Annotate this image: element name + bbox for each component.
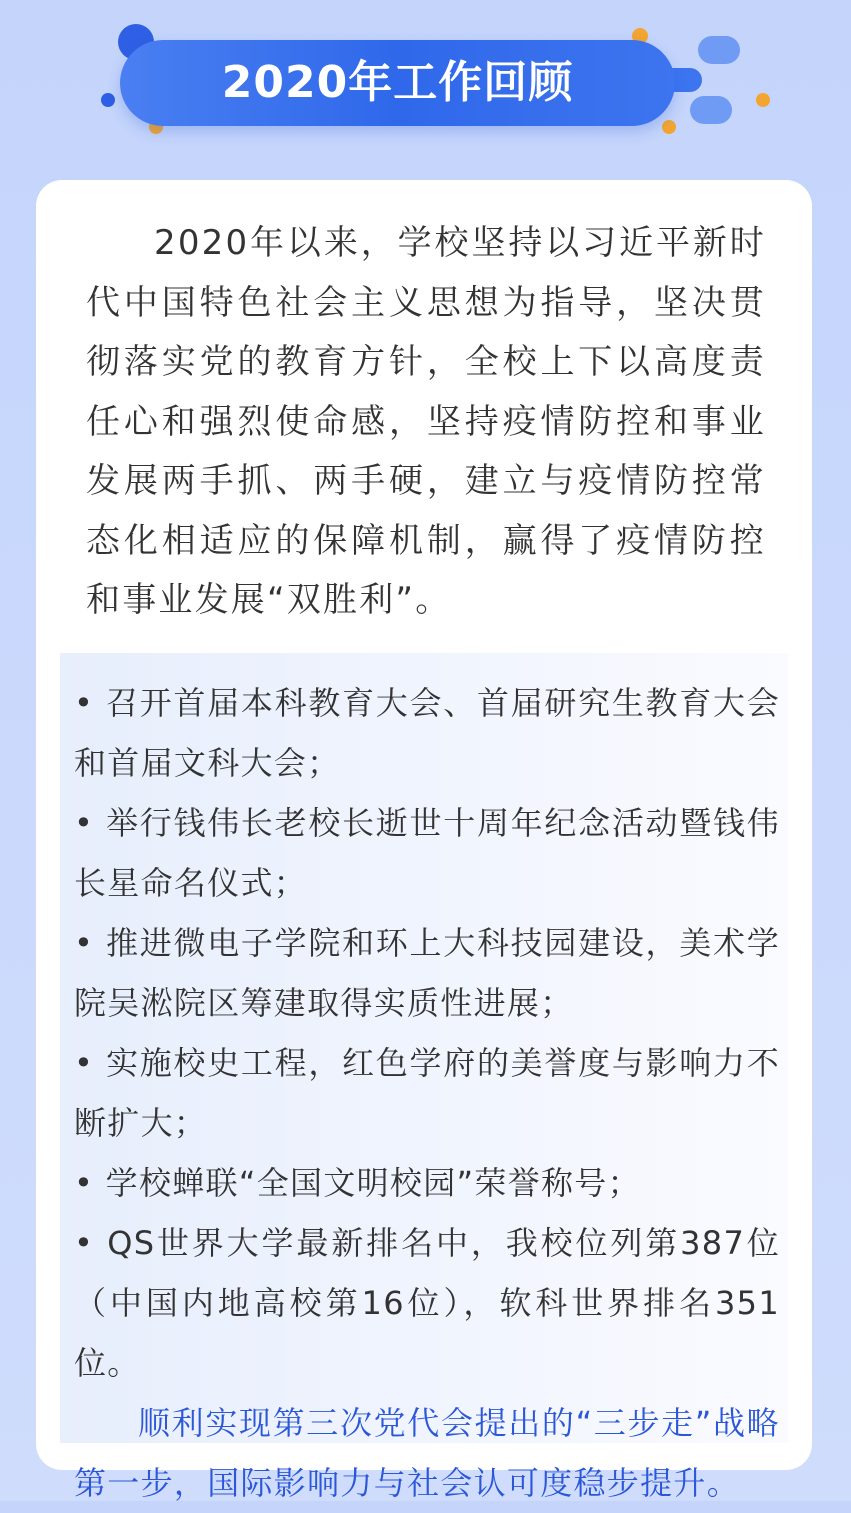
- list-item: • 实施校史工程，红色学府的美誉度与影响力不断扩大；: [74, 1044, 780, 1142]
- list-item: • QS世界大学最新排名中，我校位列第387位（中国内地高校第16位），软科世界排名351位。: [74, 1224, 780, 1382]
- closing-statement: 顺利实现第三次党代会提出的“三步走”战略第一步，国际影响力与社会认可度稳步提升。: [74, 1404, 780, 1502]
- intro-paragraph: 2020年以来，学校坚持以习近平新时代中国特色社会主义思想为指导，坚决贯彻落实党的教育方针，全校上下以高度责任心和强烈使命感，坚持疫情防控和事业发展两手抓、两手硬，建立与疫情防控常态化相适应的保障机制，赢得了疫情防控和事业发展“双胜利”。: [86, 223, 766, 620]
- decor-pill-light: [690, 96, 732, 124]
- decor-dot-orange: [756, 93, 770, 107]
- decor-dot-small-blue: [101, 93, 115, 107]
- list-item: • 推进微电子学院和环上大科技园建设，美术学院吴淞院区筹建取得实质性进展；: [74, 924, 780, 1022]
- list-item: • 学校蝉联“全国文明校园”荣誉称号；: [74, 1164, 641, 1202]
- list-item: • 举行钱伟长老校长逝世十周年纪念活动暨钱伟长星命名仪式；: [74, 804, 780, 902]
- list-item: • 召开首届本科教育大会、首届研究生教育大会和首届文科大会；: [74, 684, 780, 782]
- achievements-box: [60, 653, 788, 1502]
- page-title: 2020年工作回顾: [221, 57, 574, 108]
- decor-pill-light: [698, 36, 740, 64]
- content-card: [36, 180, 812, 1502]
- header-decoration: [0, 0, 851, 150]
- achievements-list: [74, 673, 780, 1513]
